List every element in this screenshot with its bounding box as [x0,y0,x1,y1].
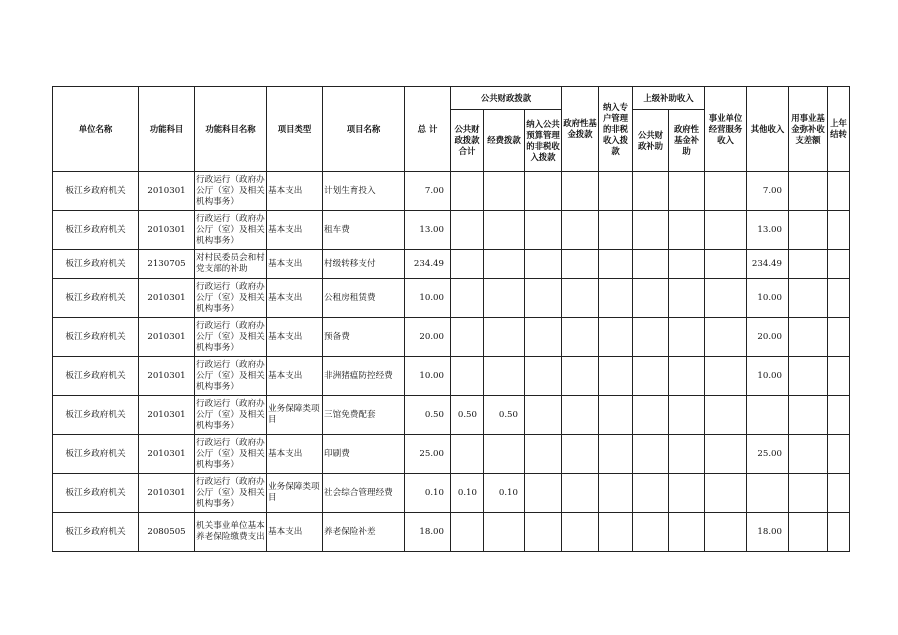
cell-business-income [705,211,747,250]
cell-public-total [451,250,484,279]
cell-fund-make-up [789,172,828,211]
header-row-1 [53,87,850,110]
header-public-fee: 经费拨款 [484,110,525,172]
cell-fund-make-up [789,396,828,435]
cell-other-income [747,396,789,435]
cell-code: 2010301 [139,357,195,396]
table-body [53,172,850,552]
cell-last-year [828,357,850,396]
cell-public-total [451,318,484,357]
cell-code: 2010301 [139,435,195,474]
cell-public-total: 0.50 [451,396,484,435]
cell-total: 10.00 [405,357,451,396]
cell-unit: 板江乡政府机关 [53,357,139,396]
header-func-code: 功能科目 [139,87,195,172]
cell-name: 非洲猪瘟防控经费 [323,357,405,396]
cell-superior-fund [669,318,705,357]
cell-total: 0.10 [405,474,451,513]
cell-gov-fund [562,318,599,357]
cell-code: 2130705 [139,250,195,279]
table-row [53,513,850,552]
cell-special-nontax [599,396,633,435]
cell-business-income [705,357,747,396]
cell-public-nontax [525,396,562,435]
cell-code: 2010301 [139,396,195,435]
cell-superior-fund [669,250,705,279]
cell-gov-fund [562,396,599,435]
cell-public-nontax [525,513,562,552]
cell-type: 基本支出 [267,279,323,318]
header-fund-make-up: 用事业基金弥补收支差额 [789,87,828,172]
cell-other-income: 10.00 [747,279,789,318]
header-superior-fund: 政府性基金补助 [669,110,705,172]
cell-func-name: 行政运行（政府办公厅（室）及相关机构事务） [195,318,267,357]
cell-business-income [705,172,747,211]
cell-name: 公租房租赁费 [323,279,405,318]
table-row [53,474,850,513]
cell-last-year [828,396,850,435]
table-row [53,172,850,211]
header-total: 总 计 [405,87,451,172]
cell-fund-make-up [789,279,828,318]
cell-last-year [828,474,850,513]
cell-other-income: 20.00 [747,318,789,357]
cell-total: 25.00 [405,435,451,474]
cell-func-name: 行政运行（政府办公厅（室）及相关机构事务） [195,435,267,474]
cell-public-total [451,279,484,318]
cell-unit: 板江乡政府机关 [53,172,139,211]
cell-gov-fund [562,172,599,211]
cell-superior-public [633,396,669,435]
cell-public-fee: 0.10 [484,474,525,513]
cell-gov-fund [562,211,599,250]
header-business-income: 事业单位经营服务收入 [705,87,747,172]
cell-public-total [451,357,484,396]
cell-business-income [705,435,747,474]
cell-public-nontax [525,357,562,396]
cell-type: 基本支出 [267,435,323,474]
cell-unit: 板江乡政府机关 [53,250,139,279]
header-last-year: 上年结转 [828,87,850,172]
cell-type: 基本支出 [267,357,323,396]
cell-unit: 板江乡政府机关 [53,396,139,435]
cell-other-income: 234.49 [747,250,789,279]
cell-other-income: 7.00 [747,172,789,211]
cell-special-nontax [599,211,633,250]
cell-func-name: 行政运行（政府办公厅（室）及相关机构事务） [195,396,267,435]
cell-other-income: 18.00 [747,513,789,552]
cell-func-name: 行政运行（政府办公厅（室）及相关机构事务） [195,211,267,250]
budget-table [52,86,850,552]
cell-unit: 板江乡政府机关 [53,279,139,318]
cell-superior-fund [669,396,705,435]
cell-func-name: 行政运行（政府办公厅（室）及相关机构事务） [195,172,267,211]
cell-public-fee [484,172,525,211]
header-special-nontax: 纳入专户管理的非税收入拨款 [599,87,633,172]
cell-special-nontax [599,172,633,211]
cell-superior-fund [669,474,705,513]
cell-other-income: 25.00 [747,435,789,474]
cell-public-total [451,513,484,552]
cell-fund-make-up [789,357,828,396]
cell-total: 10.00 [405,279,451,318]
header-unit: 单位名称 [53,87,139,172]
cell-fund-make-up [789,250,828,279]
cell-unit: 板江乡政府机关 [53,474,139,513]
cell-type: 业务保障类项目 [267,396,323,435]
cell-public-fee [484,435,525,474]
cell-gov-fund [562,357,599,396]
cell-gov-fund [562,279,599,318]
cell-func-name: 行政运行（政府办公厅（室）及相关机构事务） [195,474,267,513]
cell-special-nontax [599,474,633,513]
header-public-nontax: 纳入公共预算管理的非税收入拨款 [525,110,562,172]
cell-type: 基本支出 [267,250,323,279]
cell-special-nontax [599,357,633,396]
cell-code: 2010301 [139,474,195,513]
cell-last-year [828,318,850,357]
cell-unit: 板江乡政府机关 [53,318,139,357]
cell-public-fee [484,250,525,279]
cell-superior-public [633,318,669,357]
cell-public-fee [484,513,525,552]
cell-superior-public [633,435,669,474]
cell-superior-public [633,474,669,513]
cell-gov-fund [562,250,599,279]
cell-code: 2010301 [139,279,195,318]
table-row [53,435,850,474]
cell-special-nontax [599,435,633,474]
cell-func-name: 对村民委员会和村党支部的补助 [195,250,267,279]
cell-total: 13.00 [405,211,451,250]
cell-superior-public [633,513,669,552]
cell-total: 18.00 [405,513,451,552]
cell-func-name: 行政运行（政府办公厅（室）及相关机构事务） [195,279,267,318]
cell-public-fee [484,318,525,357]
cell-special-nontax [599,513,633,552]
cell-total: 20.00 [405,318,451,357]
cell-superior-public [633,250,669,279]
cell-name: 社会综合管理经费 [323,474,405,513]
cell-gov-fund [562,435,599,474]
cell-public-fee [484,279,525,318]
cell-name: 三馆免费配套 [323,396,405,435]
cell-public-nontax [525,211,562,250]
cell-special-nontax [599,279,633,318]
cell-public-total [451,435,484,474]
cell-name: 养老保险补差 [323,513,405,552]
cell-other-income: 13.00 [747,211,789,250]
cell-type: 基本支出 [267,318,323,357]
cell-last-year [828,250,850,279]
cell-type: 基本支出 [267,513,323,552]
cell-code: 2010301 [139,211,195,250]
cell-name: 租车费 [323,211,405,250]
cell-superior-fund [669,211,705,250]
cell-code: 2010301 [139,172,195,211]
cell-public-fee: 0.50 [484,396,525,435]
table-row [53,396,850,435]
header-public-total: 公共财政拨款合计 [451,110,484,172]
cell-public-nontax [525,318,562,357]
cell-last-year [828,513,850,552]
cell-unit: 板江乡政府机关 [53,513,139,552]
cell-public-total [451,172,484,211]
cell-fund-make-up [789,435,828,474]
cell-total: 234.49 [405,250,451,279]
cell-gov-fund [562,474,599,513]
cell-superior-fund [669,279,705,318]
cell-unit: 板江乡政府机关 [53,211,139,250]
cell-code: 2010301 [139,318,195,357]
table-row [53,211,850,250]
cell-superior-public [633,172,669,211]
cell-func-name: 机关事业单位基本养老保险缴费支出 [195,513,267,552]
cell-total: 0.50 [405,396,451,435]
cell-fund-make-up [789,318,828,357]
cell-name: 计划生育投入 [323,172,405,211]
cell-unit: 板江乡政府机关 [53,435,139,474]
cell-public-nontax [525,474,562,513]
cell-public-nontax [525,279,562,318]
cell-business-income [705,279,747,318]
cell-func-name: 行政运行（政府办公厅（室）及相关机构事务） [195,357,267,396]
cell-public-fee [484,211,525,250]
table-row [53,279,850,318]
cell-fund-make-up [789,211,828,250]
cell-last-year [828,279,850,318]
cell-fund-make-up [789,474,828,513]
header-func-name: 功能科目名称 [195,87,267,172]
header-gov-fund: 政府性基金拨款 [562,87,599,172]
header-superior-public: 公共财政补助 [633,110,669,172]
cell-superior-public [633,357,669,396]
cell-public-nontax [525,172,562,211]
cell-name: 印刷费 [323,435,405,474]
cell-gov-fund [562,513,599,552]
cell-business-income [705,250,747,279]
cell-type: 基本支出 [267,172,323,211]
cell-last-year [828,172,850,211]
cell-public-nontax [525,435,562,474]
header-proj-type: 项目类型 [267,87,323,172]
cell-name: 预备费 [323,318,405,357]
cell-superior-fund [669,513,705,552]
table-row [53,357,850,396]
cell-total: 7.00 [405,172,451,211]
header-proj-name: 项目名称 [323,87,405,172]
cell-type: 基本支出 [267,211,323,250]
cell-last-year [828,211,850,250]
cell-last-year [828,435,850,474]
cell-public-nontax [525,250,562,279]
table-row [53,250,850,279]
cell-superior-public [633,211,669,250]
header-other-income: 其他收入 [747,87,789,172]
cell-special-nontax [599,318,633,357]
cell-type: 业务保障类项目 [267,474,323,513]
cell-business-income [705,318,747,357]
cell-business-income [705,513,747,552]
table-row [53,318,850,357]
cell-superior-fund [669,172,705,211]
cell-business-income [705,396,747,435]
cell-superior-public [633,279,669,318]
cell-public-fee [484,357,525,396]
cell-superior-fund [669,357,705,396]
cell-other-income [747,474,789,513]
cell-other-income: 10.00 [747,357,789,396]
cell-special-nontax [599,250,633,279]
cell-name: 村级转移支付 [323,250,405,279]
cell-business-income [705,474,747,513]
cell-public-total: 0.10 [451,474,484,513]
header-public-group: 公共财政拨款 [451,87,562,110]
cell-fund-make-up [789,513,828,552]
header-superior-group: 上级补助收入 [633,87,705,110]
cell-superior-fund [669,435,705,474]
cell-code: 2080505 [139,513,195,552]
cell-public-total [451,211,484,250]
